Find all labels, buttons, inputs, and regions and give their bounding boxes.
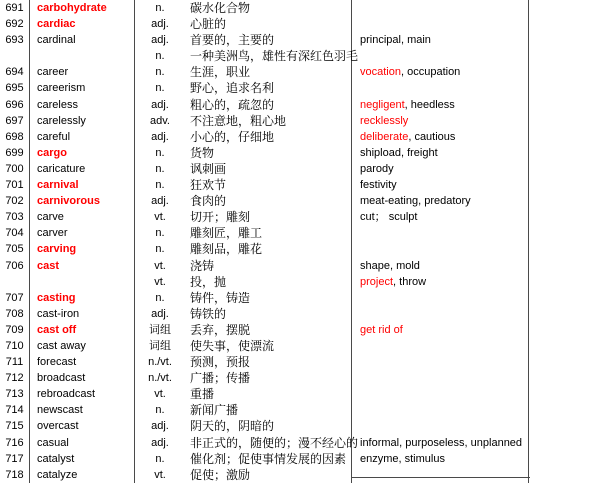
synonyms xyxy=(352,113,529,129)
synonym-text: , throw xyxy=(393,275,427,288)
entry-number: 703 xyxy=(0,209,30,225)
entry-number: 714 xyxy=(0,402,30,418)
english-word: cargo xyxy=(30,145,135,161)
synonym-text: project xyxy=(360,275,394,288)
empty-end-column xyxy=(529,258,600,274)
chinese-definition: 狂欢节 xyxy=(185,177,352,193)
entry-number: 693 xyxy=(0,32,30,48)
chinese-definition: 食肉的 xyxy=(185,193,352,209)
english-word: carnivorous xyxy=(30,193,135,209)
english-word: catalyst xyxy=(30,451,135,467)
entry-number xyxy=(0,48,30,64)
entry-number: 712 xyxy=(0,370,30,386)
empty-end-column xyxy=(529,64,600,80)
table-row xyxy=(0,402,600,418)
chinese-definition: 广播；传播 xyxy=(185,370,352,386)
chinese-definition: 雕刻品，雕花 xyxy=(185,241,352,257)
empty-end-column xyxy=(529,0,600,16)
english-word: cardiac xyxy=(30,16,135,32)
chinese-definition: 丢弃，摆脱 xyxy=(185,322,352,338)
entry-number: 699 xyxy=(0,145,30,161)
english-word: newscast xyxy=(30,402,135,418)
part-of-speech: n. xyxy=(155,66,165,79)
chinese-definition: 阴天的，阴暗的 xyxy=(185,418,352,434)
synonym-text: principal, main xyxy=(360,34,431,47)
synonyms xyxy=(352,48,529,64)
synonym-text: informal, purposeless, unplanned xyxy=(360,436,523,449)
table-row xyxy=(0,354,600,370)
entry-number: 716 xyxy=(0,435,30,451)
synonyms-column-bottom-border xyxy=(352,477,530,478)
table-row xyxy=(0,338,600,354)
english-word: rebroadcast xyxy=(30,386,135,402)
synonyms xyxy=(352,435,529,451)
empty-end-column xyxy=(529,274,600,290)
synonyms xyxy=(352,177,529,193)
synonyms xyxy=(352,306,529,322)
chinese-definition: 生涯，职业 xyxy=(185,64,352,80)
part-of-speech: n./vt. xyxy=(148,372,172,385)
entry-number: 704 xyxy=(0,225,30,241)
entry-number: 695 xyxy=(0,80,30,96)
empty-end-column xyxy=(529,435,600,451)
chinese-definition: 切开；雕刻 xyxy=(185,209,352,225)
english-word: careless xyxy=(30,97,135,113)
empty-end-column xyxy=(529,306,600,322)
part-of-speech: adj. xyxy=(151,130,169,143)
table-row xyxy=(0,418,600,434)
table-row xyxy=(0,64,600,80)
chinese-definition: 首要的，主要的 xyxy=(185,32,352,48)
entry-number: 706 xyxy=(0,258,30,274)
part-of-speech: n. xyxy=(155,179,165,192)
table-row xyxy=(0,32,600,48)
synonym-text: , occupation xyxy=(400,66,461,79)
english-word: carbohydrate xyxy=(30,0,135,16)
english-word: carelessly xyxy=(30,113,135,129)
part-of-speech: vt. xyxy=(154,211,166,224)
synonym-text: shipload, freight xyxy=(360,146,438,159)
part-of-speech: adj. xyxy=(151,34,169,47)
table-row xyxy=(0,48,600,64)
english-word: careerism xyxy=(30,80,135,96)
entry-number: 701 xyxy=(0,177,30,193)
chinese-definition: 重播 xyxy=(185,386,352,402)
english-word: catalyze xyxy=(30,467,135,483)
empty-end-column xyxy=(529,48,600,64)
part-of-speech: n./vt. xyxy=(148,356,172,369)
chinese-definition: 货物 xyxy=(185,145,352,161)
chinese-definition: 野心，追求名利 xyxy=(185,80,352,96)
part-of-speech: adj. xyxy=(151,98,169,111)
chinese-definition: 雕刻匠，雕工 xyxy=(185,225,352,241)
chinese-definition: 促使；激励 xyxy=(185,467,352,483)
entry-number xyxy=(0,274,30,290)
synonyms xyxy=(352,290,529,306)
chinese-definition: 不注意地，粗心地 xyxy=(185,113,352,129)
table-row xyxy=(0,258,600,274)
part-of-speech: n. xyxy=(155,452,165,465)
part-of-speech: n. xyxy=(155,2,165,14)
english-word: careful xyxy=(30,129,135,145)
part-of-speech: vt. xyxy=(154,388,166,401)
empty-end-column xyxy=(529,129,600,145)
table-row xyxy=(0,386,600,402)
chinese-definition: 投，抛 xyxy=(185,274,352,290)
part-of-speech: vt. xyxy=(154,259,166,272)
synonyms xyxy=(352,258,529,274)
entry-number: 698 xyxy=(0,129,30,145)
entry-number: 708 xyxy=(0,306,30,322)
chinese-definition: 铸件，铸造 xyxy=(185,290,352,306)
synonyms xyxy=(352,467,529,483)
chinese-definition: 非正式的，随便的；漫不经心的 xyxy=(185,435,352,451)
empty-end-column xyxy=(529,370,600,386)
part-of-speech: adj. xyxy=(151,420,169,433)
part-of-speech: adj. xyxy=(151,18,169,31)
synonyms xyxy=(352,241,529,257)
table-row xyxy=(0,225,600,241)
table-row xyxy=(0,306,600,322)
synonyms xyxy=(352,129,529,145)
entry-number: 711 xyxy=(0,354,30,370)
part-of-speech: 词组 xyxy=(149,339,171,352)
english-word: carving xyxy=(30,241,135,257)
synonyms xyxy=(352,418,529,434)
synonym-text: recklessly xyxy=(360,114,409,127)
table-row xyxy=(0,0,600,16)
english-word: career xyxy=(30,64,135,80)
synonyms xyxy=(352,370,529,386)
entry-number: 713 xyxy=(0,386,30,402)
english-word: cast off xyxy=(30,322,135,338)
empty-end-column xyxy=(529,145,600,161)
empty-end-column xyxy=(529,402,600,418)
synonyms xyxy=(352,225,529,241)
synonyms xyxy=(352,97,529,113)
synonyms xyxy=(352,64,529,80)
synonyms xyxy=(352,209,529,225)
table-row xyxy=(0,451,600,467)
table-row xyxy=(0,370,600,386)
empty-end-column xyxy=(529,161,600,177)
synonyms xyxy=(352,32,529,48)
empty-end-column xyxy=(529,209,600,225)
empty-end-column xyxy=(529,467,600,483)
synonyms xyxy=(352,322,529,338)
table-row xyxy=(0,193,600,209)
table-row xyxy=(0,241,600,257)
english-word: overcast xyxy=(30,418,135,434)
entry-number: 707 xyxy=(0,290,30,306)
entry-number: 702 xyxy=(0,193,30,209)
chinese-definition: 粗心的，疏忽的 xyxy=(185,97,352,113)
part-of-speech: n. xyxy=(155,291,165,304)
entry-number: 700 xyxy=(0,161,30,177)
english-word: forecast xyxy=(30,354,135,370)
english-word xyxy=(30,48,135,64)
synonym-text: , heedless xyxy=(404,98,455,111)
entry-number: 691 xyxy=(0,0,30,16)
synonyms xyxy=(352,386,529,402)
table-row xyxy=(0,145,600,161)
part-of-speech: adj. xyxy=(151,436,169,449)
table-row xyxy=(0,177,600,193)
entry-number: 710 xyxy=(0,338,30,354)
chinese-definition: 心脏的 xyxy=(185,16,352,32)
english-word: broadcast xyxy=(30,370,135,386)
synonyms xyxy=(352,0,529,16)
english-word: carve xyxy=(30,209,135,225)
empty-end-column xyxy=(529,32,600,48)
empty-end-column xyxy=(529,354,600,370)
empty-end-column xyxy=(529,113,600,129)
empty-end-column xyxy=(529,80,600,96)
part-of-speech: n. xyxy=(155,162,165,175)
english-word: carnival xyxy=(30,177,135,193)
synonym-text: festivity xyxy=(360,179,397,192)
chinese-definition: 铸铁的 xyxy=(185,306,352,322)
synonym-text: enzyme, stimulus xyxy=(360,452,445,465)
english-word: casting xyxy=(30,290,135,306)
empty-end-column xyxy=(529,193,600,209)
part-of-speech: n. xyxy=(155,146,165,159)
table-row xyxy=(0,290,600,306)
empty-end-column xyxy=(529,386,600,402)
part-of-speech: vt. xyxy=(154,275,166,288)
empty-end-column xyxy=(529,16,600,32)
empty-end-column xyxy=(529,241,600,257)
entry-number: 694 xyxy=(0,64,30,80)
synonyms xyxy=(352,354,529,370)
synonym-text: vocation xyxy=(360,66,401,79)
synonyms xyxy=(352,451,529,467)
english-word: casual xyxy=(30,435,135,451)
part-of-speech: n. xyxy=(155,227,165,240)
entry-number: 717 xyxy=(0,451,30,467)
table-row xyxy=(0,467,600,483)
part-of-speech: n. xyxy=(155,404,165,417)
empty-end-column xyxy=(529,418,600,434)
english-word: cast away xyxy=(30,338,135,354)
empty-end-column xyxy=(529,225,600,241)
synonyms xyxy=(352,16,529,32)
part-of-speech: adj. xyxy=(151,195,169,208)
synonym-text: get rid of xyxy=(360,323,403,336)
part-of-speech: adj. xyxy=(151,307,169,320)
part-of-speech: n. xyxy=(155,50,165,63)
empty-end-column xyxy=(529,97,600,113)
english-word xyxy=(30,274,135,290)
english-word: cast-iron xyxy=(30,306,135,322)
empty-end-column xyxy=(529,177,600,193)
synonym-text: shape, mold xyxy=(360,259,420,272)
english-word: cardinal xyxy=(30,32,135,48)
synonyms xyxy=(352,80,529,96)
synonym-text: negligent xyxy=(360,98,405,111)
part-of-speech: adv. xyxy=(150,114,170,127)
chinese-definition: 碳水化合物 xyxy=(185,0,352,16)
synonym-text: parody xyxy=(360,162,394,175)
table-row xyxy=(0,16,600,32)
entry-number: 705 xyxy=(0,241,30,257)
entry-number: 696 xyxy=(0,97,30,113)
chinese-definition: 预测，预报 xyxy=(185,354,352,370)
synonyms xyxy=(352,193,529,209)
part-of-speech: 词组 xyxy=(149,323,171,336)
empty-end-column xyxy=(529,451,600,467)
table-row xyxy=(0,80,600,96)
entry-number: 709 xyxy=(0,322,30,338)
chinese-definition: 使失事，使漂流 xyxy=(185,338,352,354)
synonyms xyxy=(352,161,529,177)
table-row xyxy=(0,97,600,113)
entry-number: 692 xyxy=(0,16,30,32)
synonyms xyxy=(352,145,529,161)
part-of-speech: n. xyxy=(155,243,165,256)
table-row xyxy=(0,113,600,129)
synonym-text: cut； sculpt xyxy=(360,211,418,224)
entry-number: 715 xyxy=(0,418,30,434)
chinese-definition: 一种美洲鸟，雄性有深红色羽毛 xyxy=(185,48,352,64)
table-row xyxy=(0,435,600,451)
chinese-definition: 小心的，仔细地 xyxy=(185,129,352,145)
table-row xyxy=(0,274,600,290)
chinese-definition: 讽刺画 xyxy=(185,161,352,177)
part-of-speech: vt. xyxy=(154,468,166,481)
table-row xyxy=(0,129,600,145)
chinese-definition: 新闻广播 xyxy=(185,402,352,418)
entry-number: 697 xyxy=(0,113,30,129)
empty-end-column xyxy=(529,322,600,338)
table-row xyxy=(0,209,600,225)
synonym-text: meat-eating, predatory xyxy=(360,195,471,208)
synonyms xyxy=(352,274,529,290)
synonym-text: deliberate xyxy=(360,130,409,143)
chinese-definition: 浇铸 xyxy=(185,258,352,274)
table-row xyxy=(0,161,600,177)
empty-end-column xyxy=(529,338,600,354)
english-word: cast xyxy=(30,258,135,274)
english-word: carver xyxy=(30,225,135,241)
part-of-speech: n. xyxy=(155,82,165,95)
table-row xyxy=(0,322,600,338)
synonyms xyxy=(352,402,529,418)
chinese-definition: 催化剂；促使事情发展的因素 xyxy=(185,451,352,467)
synonym-text: , cautious xyxy=(408,130,456,143)
synonyms xyxy=(352,338,529,354)
english-word: caricature xyxy=(30,161,135,177)
empty-end-column xyxy=(529,290,600,306)
entry-number: 718 xyxy=(0,467,30,483)
